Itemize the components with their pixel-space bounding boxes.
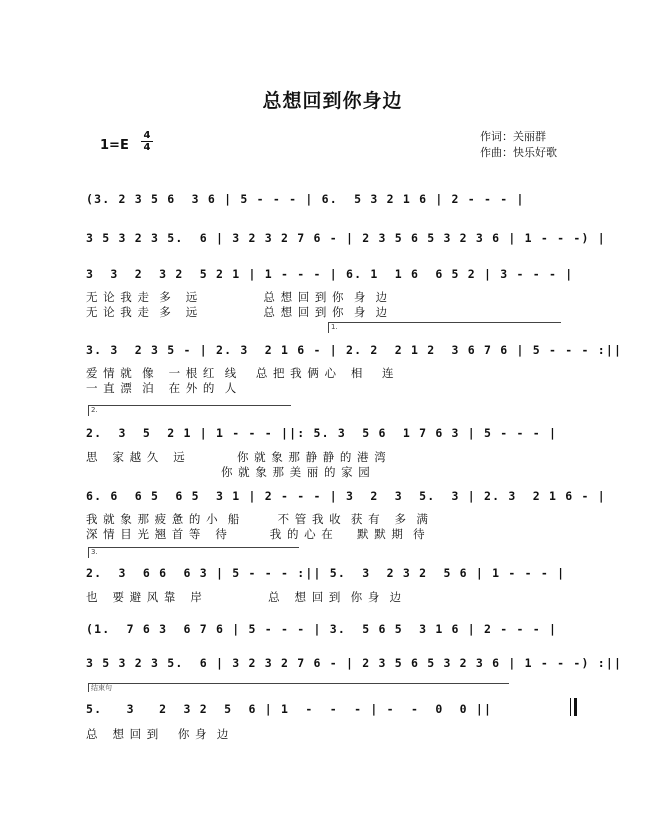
score-line-5-lyric-2: 你 就 象 那 美 丽 的 家 园: [86, 465, 371, 479]
time-signature-bottom: 4: [141, 141, 153, 153]
score-line-3-lyric-2: 无 论 我 走 多 远 总 想 回 到 你 身 边: [86, 305, 389, 319]
score-line-6-lyric-1: 我 就 象 那 疲 惫 的 小 船 不 管 我 收 获 有 多 满: [86, 512, 429, 526]
score-line-10-notes: 5. 3 2 3 2 5 6 | 1 - - - | - - 0 0 ||: [86, 702, 493, 716]
score-line-5-lyric-1: 思 家 越 久 远 你 就 象 那 静 静 的 港 湾: [86, 450, 387, 464]
score-line-7-lyric-1: 也 要 避 风 靠 岸 总 想 回 到 你 身 边: [86, 590, 403, 604]
first-ending-bracket: 1.: [328, 322, 561, 333]
final-barline-thin: [570, 698, 571, 716]
score-line-4-notes: 3. 3 2 3 5 - | 2. 3 2 1 6 - | 2. 2 2 1 2 3 6 7 6 | 5 - - - :||: [86, 343, 623, 357]
time-signature: [141, 130, 153, 153]
composer-credit: 作曲：快乐好歌: [480, 146, 557, 159]
score-line-1-notes: (3. 2 3 5 6 3 6 | 5 - - - | 6. 5 3 2 1 6 | 2 - - - |: [86, 192, 525, 206]
score-line-5-notes: 2. 3 5 2 1 | 1 - - - ||: 5. 3 5 6 1 7 6 3 | 5 - - - |: [86, 426, 558, 440]
score-line-10-lyric-1: 总 想 回 到 你 身 边: [86, 727, 230, 741]
lyricist-credit: 作词：关丽群: [480, 130, 546, 143]
score-line-9-notes: 3 5 3 2 3 5. 6 | 3 2 3 2 7 6 - | 2 3 5 6 5 3 2 3 6 | 1 - - -) :||: [86, 656, 623, 670]
score-line-3-notes: 3 3 2 3 2 5 2 1 | 1 - - - | 6. 1 1 6 6 5 2 | 3 - - - |: [86, 267, 574, 281]
score-line-8-notes: (1. 7 6 3 6 7 6 | 5 - - - | 3. 5 6 5 3 1 6 | 2 - - - |: [86, 622, 558, 636]
time-signature-top: 4: [143, 130, 151, 141]
third-ending-bracket: 3.: [88, 547, 299, 558]
score-line-6-lyric-2: 深 情 目 光 翘 首 等 待 我 的 心 在 默 默 期 待: [86, 527, 426, 541]
score-line-4-lyric-2: 一 直 漂 泊 在 外 的 人: [86, 381, 238, 395]
score-line-4-lyric-1: 爱 情 就 像 一 根 红 线 总 把 我 俩 心 相 连: [86, 366, 395, 380]
score-line-6-notes: 6. 6 6 5 6 5 3 1 | 2 - - - | 3 2 3 5. 3 | 2. 3 2 1 6 - |: [86, 489, 606, 503]
score-line-2-notes: 3 5 3 2 3 5. 6 | 3 2 3 2 7 6 - | 2 3 5 6 5 3 2 3 6 | 1 - - -) |: [86, 231, 606, 245]
key-signature: 1=E: [100, 138, 129, 153]
final-phrase-bracket: 结束句: [88, 683, 509, 692]
score-line-3-lyric-1: 无 论 我 走 多 远 总 想 回 到 你 身 边: [86, 290, 389, 304]
page-title: 总想回到你身边: [262, 90, 403, 112]
second-ending-bracket: 2.: [88, 405, 291, 416]
final-barline-thick: [574, 698, 577, 716]
score-line-7-notes: 2. 3 6 6 6 3 | 5 - - - :|| 5. 3 2 3 2 5 6 | 1 - - - |: [86, 566, 566, 580]
